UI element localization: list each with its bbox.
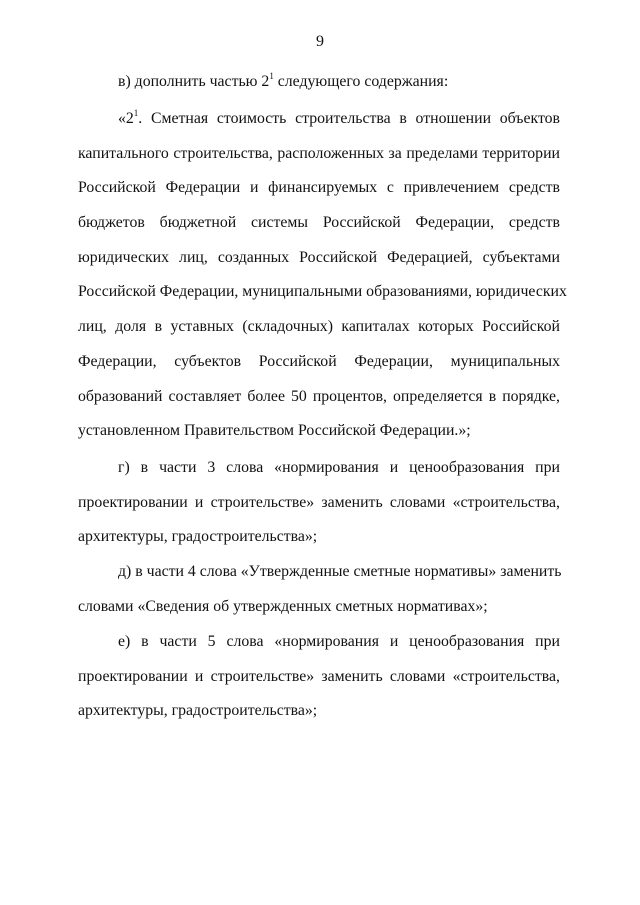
- text-line: бюджетов бюджетной системы Российской Федерации, средств: [78, 214, 560, 232]
- page-number: 9: [316, 33, 324, 50]
- paragraph-quote: [78, 102, 567, 449]
- text-line: установленном Правительством Российской Федерации.»;: [78, 422, 471, 440]
- text-line: г) в части 3 слова «нормирования и ценообразования при: [118, 459, 560, 476]
- text-line: словами «Сведения об утвержденных сметных нормативах»;: [78, 597, 488, 615]
- paragraph-v: [78, 65, 560, 100]
- text-line: Российской Федерации и финансируемых с привлечением средств: [78, 179, 560, 197]
- superscript: 1: [133, 108, 139, 118]
- text-line: Федерации, субъектов Российской Федерации, муниципальных: [78, 352, 560, 370]
- text-line: лиц, доля в уставных (складочных) капиталах которых Российской: [78, 318, 560, 336]
- text-line: Российской Федерации, муниципальными образованиями, юридических: [78, 283, 567, 301]
- text-line: проектировании и строительстве» заменить словами «строительства,: [78, 667, 560, 685]
- paragraph-e: [78, 625, 560, 729]
- text-line: проектировании и строительстве» заменить словами «строительства,: [78, 493, 560, 511]
- text-line: образований составляет более 50 процентов, определяется в порядке,: [78, 387, 560, 405]
- text-line: архитектуры, градостроительства»;: [78, 702, 318, 720]
- paragraph-d: [78, 555, 560, 624]
- text-line: д) в части 4 слова «Утвержденные сметные нормативы» заменить: [118, 563, 562, 580]
- text-line: е) в части 5 слова «нормирования и ценообразования при: [118, 633, 560, 650]
- superscript: 1: [269, 71, 274, 81]
- text-line: архитектуры, градостроительства»;: [78, 528, 318, 546]
- text-line: капитального строительства, расположенных за пределами территории: [78, 144, 560, 162]
- text-line: в) дополнить частью $2^1$ следующего содержания:: [118, 71, 449, 90]
- paragraph-g: [78, 451, 560, 555]
- text-line: «$2^1$. Сметная стоимость строительства в отношении объектов: [118, 108, 560, 127]
- text-line: юридических лиц, созданных Российской Федерацией, субъектами: [78, 248, 560, 266]
